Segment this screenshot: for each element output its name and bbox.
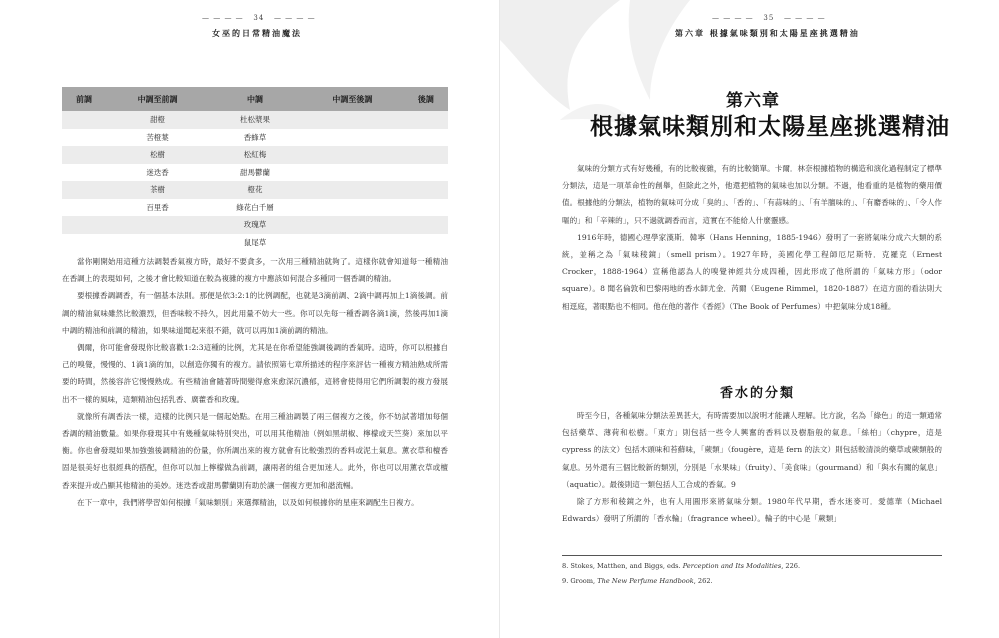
right-page xyxy=(500,0,999,638)
footnote: 9. Groom, The New Perfume Handbook, 262. xyxy=(562,577,713,585)
table-cell: 松紅梅 xyxy=(209,146,301,164)
table-cell xyxy=(301,216,404,234)
table-cell xyxy=(62,216,106,234)
table-cell xyxy=(404,146,448,164)
table-row xyxy=(62,111,448,129)
left-running-title: 女巫的日常精油魔法 xyxy=(212,28,302,38)
table-cell xyxy=(301,146,404,164)
paragraph: 1916年時，德國心理學家漢斯．韓寧（Hans Henning，1885-1946）發明了一套將氣味分成六大類的系統，並稱之為「氣味稜鏡」（smell prism）。1927年時，美國化學工程師厄尼斯特．克羅克（Ernest Crocker，1888-1964）宣稱他認為人的嗅覺神經共分成四種，因此形成了他所謂的「氣味方形」（odor square）。8 聞名倫敦和巴黎兩地的香水師尤金．芮爾（Eugene Rimmel，1820-1887）在這方面的看法則大相逕庭，著眼點也不相同。他在他的著作《香經》（The Book of Perfumes）中把氣味分成18種。 xyxy=(562,232,942,311)
table-cell xyxy=(404,181,448,199)
table-cell xyxy=(62,129,106,147)
table-cell: 甜馬鬱蘭 xyxy=(209,164,301,182)
table-row xyxy=(62,199,448,217)
paragraph: 時至今日，各種氣味分類法差異甚大，有時需要加以說明才能讓人理解。比方說，名為「綠色」的這一類通常包括藥草、薄荷和松樹。「東方」則包括一些令人興奮的香料以及樹脂般的氣息。「絲柏」（chypre，這是 cypress 的法文）包括木頭味和苔蘚味，「蕨類」（fougère，這是 fern 的法文）則包括較清淡的藥草或蕨類般的氣息。另外還有三個比較新的類別，分別是「水果味」（fruity）、「美食味」（gourmand）和「與水有關的氣息」（aquatic）。最後則這一類包括人工合成的香氣。9 xyxy=(562,411,942,489)
table-cell xyxy=(404,199,448,217)
paragraph: 偶爾，你可能會發現你比較喜歡1:2:3這種的比例，尤其是在你希望能強調後調的香氣時。這時，你可以根據自己的嗅覺，慢慢的、1滴1滴的加，以創造你獨有的複方。請依照第七章所描述的程序來評估一種複方精油熟成所需要的時間，然後容許它慢慢熟成。有些精油會隨著時間變得愈來愈深沉濃郁，這將會使得用它們所調製的複方發展出不一樣的風味，這類精油包括乳香、廣藿香和玫瑰。 xyxy=(62,343,448,404)
footnote: 8. Stokes, Matthen, and Biggs, eds. Perception and Its Modalities, 226. xyxy=(562,562,801,570)
table-column-header: 中調至後調 xyxy=(301,87,404,111)
right-page-number: — — — — 35 — — — — xyxy=(712,14,826,22)
table-cell xyxy=(301,164,404,182)
table-cell xyxy=(62,111,106,129)
chapter-title: 根據氣味類別和太陽星座挑選精油 xyxy=(590,113,950,140)
footnote-rule xyxy=(562,555,942,556)
table-cell: 杜松漿果 xyxy=(209,111,301,129)
table-cell xyxy=(404,216,448,234)
table-cell: 苦橙葉 xyxy=(106,129,209,147)
table-cell: 香蜂草 xyxy=(209,129,301,147)
table-cell: 迷迭香 xyxy=(106,164,209,182)
left-body-text xyxy=(62,253,448,511)
paragraph: 氣味的分類方式有好幾種，有的比較複雜，有的比較簡單。卡爾．林奈根據植物的構造和演化過程制定了標準分類法，這是一項革命性的創舉，但除此之外，他還把植物的氣味也加以分類。不過，他看重的是植物的藥用價值。根據他的分類法，植物的氣味可分成「臭的」、「香的」、「有蒜味的」、「有羊膻味的」、「有麝香味的」、「令人作嘔的」和「辛辣的」，只不過就調香而言，這實在不能給人什麼靈感。 xyxy=(562,164,942,225)
table-row xyxy=(62,164,448,182)
table-cell xyxy=(106,216,209,234)
table-cell xyxy=(301,129,404,147)
table-cell: 橙花 xyxy=(209,181,301,199)
paragraph: 當你剛開始用這種方法調製香氣複方時，最好不要貪多，一次用三種精油就夠了。這樣你就會知道每一種精油在香調上的表現如何，之後才會比較知道在較為複雜的複方中應該如何混合多種同一個香調的精油。 xyxy=(62,257,448,284)
table-column-header: 後調 xyxy=(404,87,448,111)
table-cell: 百里香 xyxy=(106,199,209,217)
table-cell xyxy=(62,181,106,199)
table-cell xyxy=(301,181,404,199)
table-cell xyxy=(62,146,106,164)
section-title: 香水的分類 xyxy=(720,386,796,401)
table-cell xyxy=(301,111,404,129)
table-row xyxy=(62,234,448,252)
table-row xyxy=(62,129,448,147)
left-page xyxy=(0,0,499,638)
table-column-header: 中調至前調 xyxy=(106,87,209,111)
section-body-text xyxy=(562,407,942,527)
paragraph: 在下一章中，我們將學習如何根據「氣味類別」來選擇精油，以及如何根據你的星座來調配生日複方。 xyxy=(77,497,419,507)
table-cell: 鼠尾草 xyxy=(209,234,301,252)
table-cell xyxy=(404,234,448,252)
essential-oil-notes-table xyxy=(62,87,448,251)
table-cell xyxy=(301,199,404,217)
paragraph: 就像所有調香法一樣，這樣的比例只是一個起始點。在用三種油調製了兩三個複方之後，你不妨試著增加每個香調的精油數量。如果你發現其中有幾種氣味特別突出，可以用其他精油（例如黑胡椒、檸檬或天竺葵）來加以平衡。你也會發現如果加強強後調精油的份量，你所調出來的複方就會有比較強烈的香料或泥土氣息。薰衣草和檀香固是很美好也很經典的搭配，但你可以加上檸檬做為前調，讓兩者的組合更加迷人。此外，你也可以用薰衣草或檀香來提升或凸顯其他精油的美妙。迷迭香或甜馬鬱蘭則有助於讓一個複方更加和諧流暢。 xyxy=(62,411,448,490)
chapter-intro-text xyxy=(562,160,942,315)
table-cell: 松樹 xyxy=(106,146,209,164)
table-cell: 玫瑰草 xyxy=(209,216,301,234)
table-column-header: 前調 xyxy=(62,87,106,111)
chapter-label: 第六章 xyxy=(726,91,780,111)
table-cell: 甜橙 xyxy=(106,111,209,129)
table-row xyxy=(62,146,448,164)
table-cell xyxy=(301,234,404,252)
table-column-header: 中調 xyxy=(209,87,301,111)
table-row xyxy=(62,181,448,199)
paragraph: 要根據香調調香，有一個基本法則。那便是依3:2:1的比例調配，也就是3滴前調、2滴中調再加上1滴後調。前調的精油氣味雖然比較濃烈，但香味較不持久，因此用量不妨大一些。你可以先每一種香調各滴1滴，然後再加1滴中調的精油和前調的精油，如果味道聞起來很不錯，就可以再加1滴前調的精油。 xyxy=(62,291,448,335)
table-cell xyxy=(404,111,448,129)
left-page-number: — — — — 34 — — — — xyxy=(202,14,316,22)
table-cell: 茶樹 xyxy=(106,181,209,199)
table-cell xyxy=(62,164,106,182)
paragraph: 除了方形和稜鏡之外，也有人用圓形來將氣味分類。1980年代早期，香水迷麥可．愛德華（Michael Edwards）發明了所謂的「香水輪」（fragrance wheel）。輪子的中心是「蕨類」 xyxy=(562,497,942,524)
table-cell xyxy=(404,164,448,182)
table-cell xyxy=(106,234,209,252)
table-cell xyxy=(62,234,106,252)
table-cell xyxy=(62,199,106,217)
right-running-title: 第六章 根據氣味類別和太陽星座挑選精油 xyxy=(675,28,860,38)
table-row xyxy=(62,216,448,234)
table-cell: 綠花白千層 xyxy=(209,199,301,217)
table-cell xyxy=(404,129,448,147)
